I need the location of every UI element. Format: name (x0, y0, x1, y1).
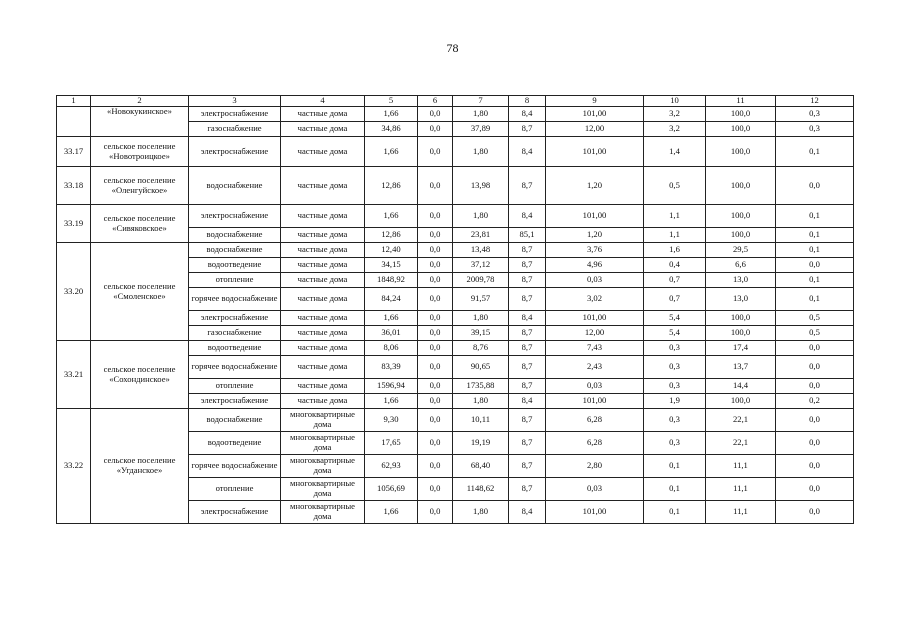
col5-cell: 84,24 (365, 288, 418, 311)
col8-cell: 8,7 (509, 258, 546, 273)
col9-cell: 6,28 (546, 432, 644, 455)
col9-cell: 101,00 (546, 137, 644, 167)
col8-cell: 8,7 (509, 341, 546, 356)
col6-cell: 0,0 (418, 341, 453, 356)
housing-type-cell: многоквартирные дома (281, 501, 365, 524)
col12-cell: 0,1 (776, 273, 854, 288)
service-cell: газоснабжение (189, 326, 281, 341)
col12-cell: 0,0 (776, 379, 854, 394)
service-cell: электроснабжение (189, 311, 281, 326)
col11-cell: 22,1 (706, 409, 776, 432)
col10-cell: 1,1 (644, 228, 706, 243)
col5-cell: 1,66 (365, 137, 418, 167)
col11-cell: 100,0 (706, 167, 776, 205)
col10-cell: 0,4 (644, 258, 706, 273)
col12-cell: 0,1 (776, 228, 854, 243)
col8-cell: 8,4 (509, 501, 546, 524)
col5-cell: 1,66 (365, 394, 418, 409)
header-cell: 6 (418, 96, 453, 107)
col5-cell: 9,30 (365, 409, 418, 432)
col9-cell: 4,96 (546, 258, 644, 273)
col10-cell: 1,1 (644, 205, 706, 228)
col12-cell: 0,0 (776, 167, 854, 205)
table-row (57, 107, 854, 122)
col5-cell: 12,86 (365, 167, 418, 205)
col5-cell: 1848,92 (365, 273, 418, 288)
settlement-number: 33.21 (57, 341, 91, 409)
col6-cell: 0,0 (418, 356, 453, 379)
col9-cell: 101,00 (546, 394, 644, 409)
col7-cell: 13,48 (453, 243, 509, 258)
header-cell: 2 (91, 96, 189, 107)
col5-cell: 83,39 (365, 356, 418, 379)
col12-cell: 0,1 (776, 205, 854, 228)
col10-cell: 0,3 (644, 409, 706, 432)
col8-cell: 8,7 (509, 167, 546, 205)
col8-cell: 8,7 (509, 379, 546, 394)
col5-cell: 12,40 (365, 243, 418, 258)
col6-cell: 0,0 (418, 243, 453, 258)
col7-cell: 1,80 (453, 205, 509, 228)
col8-cell: 8,4 (509, 107, 546, 122)
col9-cell: 2,80 (546, 455, 644, 478)
housing-type-cell: частные дома (281, 167, 365, 205)
settlement-name: сельское поселение «Сивяковское» (91, 205, 189, 243)
col6-cell: 0,0 (418, 107, 453, 122)
col7-cell: 23,81 (453, 228, 509, 243)
col9-cell: 1,20 (546, 167, 644, 205)
col12-cell: 0,0 (776, 501, 854, 524)
col6-cell: 0,0 (418, 478, 453, 501)
col7-cell: 1,80 (453, 137, 509, 167)
housing-type-cell: многоквартирные дома (281, 455, 365, 478)
col11-cell: 100,0 (706, 311, 776, 326)
table-row (57, 409, 854, 432)
col7-cell: 37,12 (453, 258, 509, 273)
col5-cell: 1056,69 (365, 478, 418, 501)
service-cell: водоснабжение (189, 228, 281, 243)
col10-cell: 0,7 (644, 288, 706, 311)
service-cell: электроснабжение (189, 107, 281, 122)
col5-cell: 1,66 (365, 107, 418, 122)
header-cell: 3 (189, 96, 281, 107)
col12-cell: 0,3 (776, 107, 854, 122)
col7-cell: 2009,78 (453, 273, 509, 288)
col10-cell: 1,9 (644, 394, 706, 409)
col11-cell: 13,0 (706, 273, 776, 288)
col5-cell: 34,15 (365, 258, 418, 273)
col10-cell: 1,6 (644, 243, 706, 258)
col8-cell: 8,7 (509, 273, 546, 288)
col10-cell: 0,3 (644, 379, 706, 394)
col11-cell: 17,4 (706, 341, 776, 356)
col8-cell: 8,4 (509, 394, 546, 409)
col11-cell: 100,0 (706, 137, 776, 167)
col6-cell: 0,0 (418, 258, 453, 273)
housing-type-cell: многоквартирные дома (281, 432, 365, 455)
col12-cell: 0,0 (776, 356, 854, 379)
col9-cell: 3,76 (546, 243, 644, 258)
col6-cell: 0,0 (418, 326, 453, 341)
col9-cell: 101,00 (546, 311, 644, 326)
header-cell: 11 (706, 96, 776, 107)
header-cell: 5 (365, 96, 418, 107)
housing-type-cell: частные дома (281, 311, 365, 326)
settlement-name: сельское поселение «Оленгуйское» (91, 167, 189, 205)
page-number: 78 (446, 41, 459, 55)
housing-type-cell: частные дома (281, 122, 365, 137)
service-cell: электроснабжение (189, 137, 281, 167)
settlement-name: сельское поселение «Сохондинское» (91, 341, 189, 409)
col9-cell: 3,02 (546, 288, 644, 311)
col7-cell: 1735,88 (453, 379, 509, 394)
col8-cell: 85,1 (509, 228, 546, 243)
col11-cell: 13,7 (706, 356, 776, 379)
service-cell: отопление (189, 379, 281, 394)
col5-cell: 62,93 (365, 455, 418, 478)
col11-cell: 29,5 (706, 243, 776, 258)
header-cell: 10 (644, 96, 706, 107)
col11-cell: 11,1 (706, 501, 776, 524)
col10-cell: 0,3 (644, 341, 706, 356)
service-cell: электроснабжение (189, 501, 281, 524)
header-cell: 12 (776, 96, 854, 107)
col12-cell: 0,0 (776, 455, 854, 478)
col8-cell: 8,7 (509, 478, 546, 501)
col7-cell: 37,89 (453, 122, 509, 137)
service-cell: горячее водоснабжение (189, 288, 281, 311)
housing-type-cell: частные дома (281, 356, 365, 379)
housing-type-cell: частные дома (281, 273, 365, 288)
col11-cell: 6,6 (706, 258, 776, 273)
col11-cell: 100,0 (706, 394, 776, 409)
col9-cell: 0,03 (546, 379, 644, 394)
table-row (57, 167, 854, 205)
col7-cell: 90,65 (453, 356, 509, 379)
service-cell: горячее водоснабжение (189, 356, 281, 379)
col11-cell: 11,1 (706, 478, 776, 501)
col9-cell: 101,00 (546, 107, 644, 122)
col6-cell: 0,0 (418, 455, 453, 478)
col11-cell: 13,0 (706, 288, 776, 311)
col9-cell: 1,20 (546, 228, 644, 243)
table-row (57, 205, 854, 228)
settlement-number: 33.17 (57, 137, 91, 167)
service-cell: отопление (189, 273, 281, 288)
col9-cell: 0,03 (546, 273, 644, 288)
service-cell: водоотведение (189, 432, 281, 455)
col7-cell: 1,80 (453, 311, 509, 326)
service-cell: газоснабжение (189, 122, 281, 137)
service-cell: водоснабжение (189, 167, 281, 205)
col12-cell: 0,0 (776, 478, 854, 501)
col10-cell: 0,1 (644, 455, 706, 478)
col11-cell: 100,0 (706, 228, 776, 243)
settlement-name: сельское поселение «Новотроицкое» (91, 137, 189, 167)
col5-cell: 34,86 (365, 122, 418, 137)
service-cell: горячее водоснабжение (189, 455, 281, 478)
housing-type-cell: частные дома (281, 205, 365, 228)
col10-cell: 3,2 (644, 122, 706, 137)
col11-cell: 100,0 (706, 122, 776, 137)
housing-type-cell: частные дома (281, 107, 365, 122)
col12-cell: 0,1 (776, 137, 854, 167)
header-cell: 8 (509, 96, 546, 107)
col6-cell: 0,0 (418, 122, 453, 137)
service-cell: водоотведение (189, 341, 281, 356)
table-row (57, 341, 854, 356)
col5-cell: 1,66 (365, 205, 418, 228)
col10-cell: 5,4 (644, 326, 706, 341)
col6-cell: 0,0 (418, 379, 453, 394)
col10-cell: 1,4 (644, 137, 706, 167)
col12-cell: 0,5 (776, 311, 854, 326)
col6-cell: 0,0 (418, 288, 453, 311)
col9-cell: 0,03 (546, 478, 644, 501)
tariff-table (56, 95, 854, 524)
housing-type-cell: частные дома (281, 137, 365, 167)
col10-cell: 0,3 (644, 356, 706, 379)
col9-cell: 12,00 (546, 326, 644, 341)
col12-cell: 0,5 (776, 326, 854, 341)
col10-cell: 0,5 (644, 167, 706, 205)
col7-cell: 68,40 (453, 455, 509, 478)
col7-cell: 39,15 (453, 326, 509, 341)
col12-cell: 0,0 (776, 409, 854, 432)
col8-cell: 8,7 (509, 455, 546, 478)
col8-cell: 8,4 (509, 205, 546, 228)
settlement-number: 33.20 (57, 243, 91, 341)
col5-cell: 12,86 (365, 228, 418, 243)
col8-cell: 8,7 (509, 409, 546, 432)
settlement-number: 33.19 (57, 205, 91, 243)
service-cell: водоснабжение (189, 243, 281, 258)
service-cell: электроснабжение (189, 394, 281, 409)
table-row (57, 243, 854, 258)
col5-cell: 8,06 (365, 341, 418, 356)
col8-cell: 8,4 (509, 311, 546, 326)
col6-cell: 0,0 (418, 228, 453, 243)
col11-cell: 100,0 (706, 205, 776, 228)
col6-cell: 0,0 (418, 501, 453, 524)
col5-cell: 1,66 (365, 311, 418, 326)
col6-cell: 0,0 (418, 432, 453, 455)
col11-cell: 22,1 (706, 432, 776, 455)
col8-cell: 8,7 (509, 326, 546, 341)
housing-type-cell: частные дома (281, 341, 365, 356)
service-cell: водоотведение (189, 258, 281, 273)
col5-cell: 36,01 (365, 326, 418, 341)
col7-cell: 8,76 (453, 341, 509, 356)
table-row (57, 137, 854, 167)
housing-type-cell: многоквартирные дома (281, 478, 365, 501)
housing-type-cell: частные дома (281, 258, 365, 273)
col7-cell: 1148,62 (453, 478, 509, 501)
col9-cell: 12,00 (546, 122, 644, 137)
col10-cell: 0,7 (644, 273, 706, 288)
service-cell: электроснабжение (189, 205, 281, 228)
col12-cell: 0,0 (776, 258, 854, 273)
header-row (57, 96, 854, 107)
col6-cell: 0,0 (418, 205, 453, 228)
col6-cell: 0,0 (418, 273, 453, 288)
housing-type-cell: частные дома (281, 243, 365, 258)
settlement-name: сельское поселение «Угданское» (91, 409, 189, 524)
col8-cell: 8,7 (509, 243, 546, 258)
housing-type-cell: частные дома (281, 394, 365, 409)
col12-cell: 0,0 (776, 432, 854, 455)
col12-cell: 0,2 (776, 394, 854, 409)
col5-cell: 1596,94 (365, 379, 418, 394)
service-cell: водоснабжение (189, 409, 281, 432)
header-cell: 4 (281, 96, 365, 107)
housing-type-cell: многоквартирные дома (281, 409, 365, 432)
col5-cell: 1,66 (365, 501, 418, 524)
col11-cell: 14,4 (706, 379, 776, 394)
col9-cell: 6,28 (546, 409, 644, 432)
col8-cell: 8,7 (509, 356, 546, 379)
header-cell: 1 (57, 96, 91, 107)
housing-type-cell: частные дома (281, 228, 365, 243)
col10-cell: 3,2 (644, 107, 706, 122)
settlement-name: «Новокукинское» (91, 107, 189, 137)
settlement-number: 33.18 (57, 167, 91, 205)
col10-cell: 0,1 (644, 501, 706, 524)
housing-type-cell: частные дома (281, 379, 365, 394)
col7-cell: 1,80 (453, 107, 509, 122)
col9-cell: 101,00 (546, 501, 644, 524)
col11-cell: 100,0 (706, 107, 776, 122)
settlement-number (57, 107, 91, 137)
col9-cell: 7,43 (546, 341, 644, 356)
col7-cell: 10,11 (453, 409, 509, 432)
col6-cell: 0,0 (418, 137, 453, 167)
col6-cell: 0,0 (418, 394, 453, 409)
col5-cell: 17,65 (365, 432, 418, 455)
col10-cell: 0,1 (644, 478, 706, 501)
col7-cell: 1,80 (453, 501, 509, 524)
col8-cell: 8,4 (509, 137, 546, 167)
col10-cell: 5,4 (644, 311, 706, 326)
service-cell: отопление (189, 478, 281, 501)
col10-cell: 0,3 (644, 432, 706, 455)
col12-cell: 0,1 (776, 243, 854, 258)
col12-cell: 0,0 (776, 341, 854, 356)
header-cell: 9 (546, 96, 644, 107)
settlement-name: сельское поселение «Смоленское» (91, 243, 189, 341)
col8-cell: 8,7 (509, 288, 546, 311)
settlement-number: 33.22 (57, 409, 91, 524)
col12-cell: 0,3 (776, 122, 854, 137)
header-cell: 7 (453, 96, 509, 107)
col12-cell: 0,1 (776, 288, 854, 311)
col7-cell: 13,98 (453, 167, 509, 205)
col7-cell: 91,57 (453, 288, 509, 311)
col6-cell: 0,0 (418, 167, 453, 205)
housing-type-cell: частные дома (281, 326, 365, 341)
col8-cell: 8,7 (509, 122, 546, 137)
col9-cell: 2,43 (546, 356, 644, 379)
col7-cell: 1,80 (453, 394, 509, 409)
col6-cell: 0,0 (418, 409, 453, 432)
col11-cell: 100,0 (706, 326, 776, 341)
housing-type-cell: частные дома (281, 288, 365, 311)
col11-cell: 11,1 (706, 455, 776, 478)
col9-cell: 101,00 (546, 205, 644, 228)
col8-cell: 8,7 (509, 432, 546, 455)
col7-cell: 19,19 (453, 432, 509, 455)
table-body (57, 96, 854, 524)
col6-cell: 0,0 (418, 311, 453, 326)
